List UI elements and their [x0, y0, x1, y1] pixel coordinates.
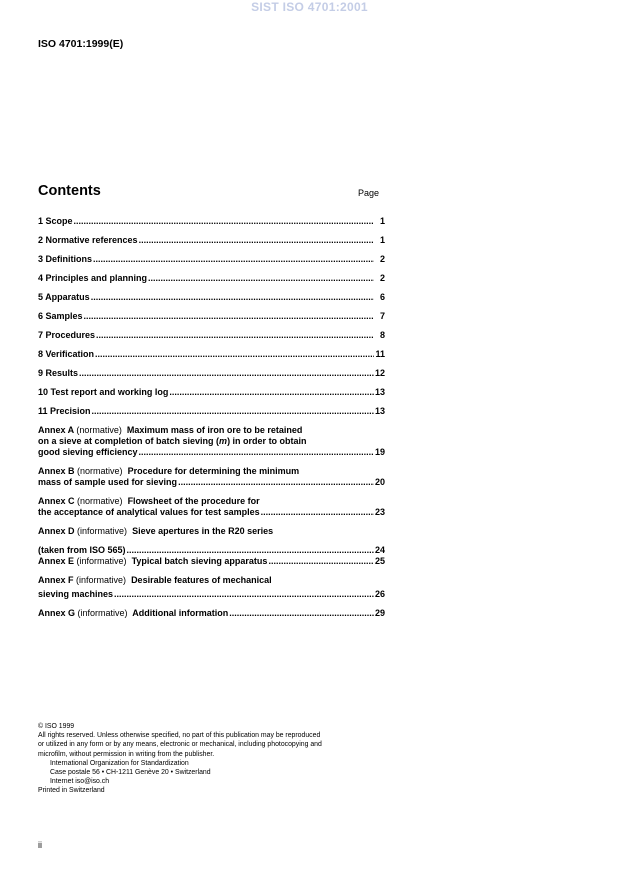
toc-entry-title: 11 Precision	[38, 406, 91, 416]
toc-entry[interactable]	[38, 311, 385, 322]
annex-label: Annex D	[38, 526, 75, 536]
page-column-label: Page	[358, 188, 380, 198]
dot-leader	[93, 254, 374, 265]
annex-label: Annex C	[38, 496, 75, 506]
dot-leader	[114, 589, 374, 600]
dot-leader	[92, 406, 374, 417]
copyright-footer	[38, 722, 388, 796]
rights-text: All rights reserved. Unless otherwise specified, no part of this publication may be reproduced	[38, 732, 321, 740]
contents-title: Contents	[38, 183, 101, 199]
annex-label: Annex B	[38, 466, 75, 476]
annex-title-line: mass of sample used for sieving	[38, 477, 178, 487]
clause-list	[38, 216, 385, 417]
toc-entry-title: 2 Normative references	[38, 235, 138, 245]
toc-entry[interactable]	[38, 349, 385, 360]
page-number-ref: 29	[374, 608, 385, 618]
rights-text: microfilm, without permission in writing from the publisher.	[38, 750, 215, 758]
page-number-ref: 20	[374, 477, 385, 487]
annex-title: Sieve apertures in the R20 series	[132, 526, 274, 536]
annex-label: Annex F	[38, 575, 74, 585]
annex-type: (normative)	[76, 425, 122, 435]
page-number: ii	[38, 840, 42, 850]
dot-leader	[268, 556, 374, 567]
annex-title: Flowsheet of the procedure for	[127, 496, 260, 506]
toc-entry-annex-e[interactable]	[38, 556, 385, 567]
annex-label: Annex E	[38, 556, 75, 566]
toc-entry[interactable]	[38, 216, 385, 227]
dot-leader	[84, 311, 374, 322]
dot-leader	[229, 608, 374, 619]
annex-type: (informative)	[77, 526, 128, 536]
toc-entry-annex-a[interactable]	[38, 425, 385, 458]
page-number-ref: 19	[374, 447, 385, 457]
toc-entry-annex-d[interactable]	[38, 526, 385, 556]
annex-type: (normative)	[77, 496, 123, 506]
annex-title: Maximum mass of iron ore to be retained	[126, 425, 303, 435]
dot-leader	[178, 477, 374, 488]
dot-leader	[139, 235, 374, 246]
toc-entry[interactable]	[38, 330, 385, 341]
table-of-contents	[38, 216, 385, 619]
page-number-ref: 2	[379, 273, 385, 283]
page-number-ref: 25	[374, 556, 385, 566]
annex-title-line: on a sieve at completion of batch sieving (	[38, 436, 220, 446]
dot-leader	[127, 545, 374, 556]
dot-leader	[91, 292, 374, 303]
dot-leader	[79, 368, 374, 379]
annex-title: Desirable features of mechanical	[131, 575, 272, 585]
page-number-ref: 1	[379, 235, 385, 245]
annex-title-line: good sieving efficiency	[38, 447, 138, 457]
toc-entry-annex-g[interactable]	[38, 608, 385, 619]
annex-type: (informative)	[76, 575, 127, 585]
toc-entry[interactable]	[38, 254, 385, 265]
page-number-ref: 1	[379, 216, 385, 226]
annex-title: Typical batch sieving apparatus	[131, 556, 268, 566]
watermark: SIST ISO 4701:2001	[251, 0, 368, 14]
annex-type: (normative)	[77, 466, 123, 476]
printed-in: Printed in Switzerland	[38, 787, 105, 795]
annex-label: Annex G	[38, 608, 76, 618]
toc-entry-title: 8 Verification	[38, 349, 95, 359]
org-internet: Internet iso@iso.ch	[50, 778, 110, 786]
page-number-ref: 8	[379, 330, 385, 340]
page-number-ref: 2	[379, 254, 385, 264]
standard-id: ISO 4701:1999(E)	[38, 38, 124, 50]
annex-title-line: (taken from ISO 565)	[38, 545, 126, 555]
toc-entry[interactable]	[38, 387, 385, 398]
toc-entry-title: 9 Results	[38, 368, 79, 378]
toc-entry-annex-c[interactable]	[38, 496, 385, 518]
page-number-ref: 26	[374, 589, 385, 599]
variable-m: m	[219, 436, 228, 446]
toc-entry[interactable]	[38, 273, 385, 284]
toc-entry-annex-f[interactable]	[38, 575, 385, 600]
toc-entry[interactable]	[38, 406, 385, 417]
dot-leader	[74, 216, 374, 227]
annex-title-line: sieving machines	[38, 589, 114, 599]
page-number-ref: 13	[374, 406, 385, 416]
copyright-line: © ISO 1999	[38, 723, 75, 730]
page-number-ref: 7	[379, 311, 385, 321]
annex-type: (informative)	[76, 556, 127, 566]
annex-label: Annex A	[38, 425, 74, 435]
toc-entry[interactable]	[38, 292, 385, 303]
org-address: Case postale 56 • CH-1211 Genève 20 • Switzerland	[50, 769, 211, 777]
dot-leader	[95, 349, 374, 360]
toc-entry-title: 1 Scope	[38, 216, 73, 226]
page-number-ref: 6	[379, 292, 385, 302]
page-number-ref: 11	[375, 349, 385, 359]
annex-title: Procedure for determining the minimum	[127, 466, 300, 476]
dot-leader	[139, 447, 374, 458]
page-number-ref: 23	[374, 507, 385, 517]
toc-entry-title: 6 Samples	[38, 311, 83, 321]
dot-leader	[169, 387, 374, 398]
annex-type: (informative)	[77, 608, 128, 618]
toc-entry-title: 7 Procedures	[38, 330, 96, 340]
annex-title-line: the acceptance of analytical values for test samples	[38, 507, 260, 517]
toc-entry-annex-b[interactable]	[38, 466, 385, 488]
toc-entry-title: 3 Definitions	[38, 254, 93, 264]
annex-title-line: ) in order to obtain	[227, 436, 307, 446]
annex-title: Additional information	[132, 608, 229, 618]
rights-text: or utilized in any form or by any means, electronic or mechanical, including photocopying and	[38, 741, 322, 749]
dot-leader	[148, 273, 374, 284]
page-number-ref: 13	[374, 387, 385, 397]
toc-entry[interactable]	[38, 235, 385, 246]
page-number-ref: 12	[374, 368, 385, 378]
dot-leader	[96, 330, 374, 341]
toc-entry-title: 5 Apparatus	[38, 292, 90, 302]
toc-entry[interactable]	[38, 368, 385, 379]
page-number-ref: 24	[374, 545, 385, 555]
toc-entry-title: 4 Principles and planning	[38, 273, 148, 283]
org-name: International Organization for Standardization	[50, 759, 189, 767]
toc-entry-title: 10 Test report and working log	[38, 387, 169, 397]
dot-leader	[261, 507, 374, 518]
